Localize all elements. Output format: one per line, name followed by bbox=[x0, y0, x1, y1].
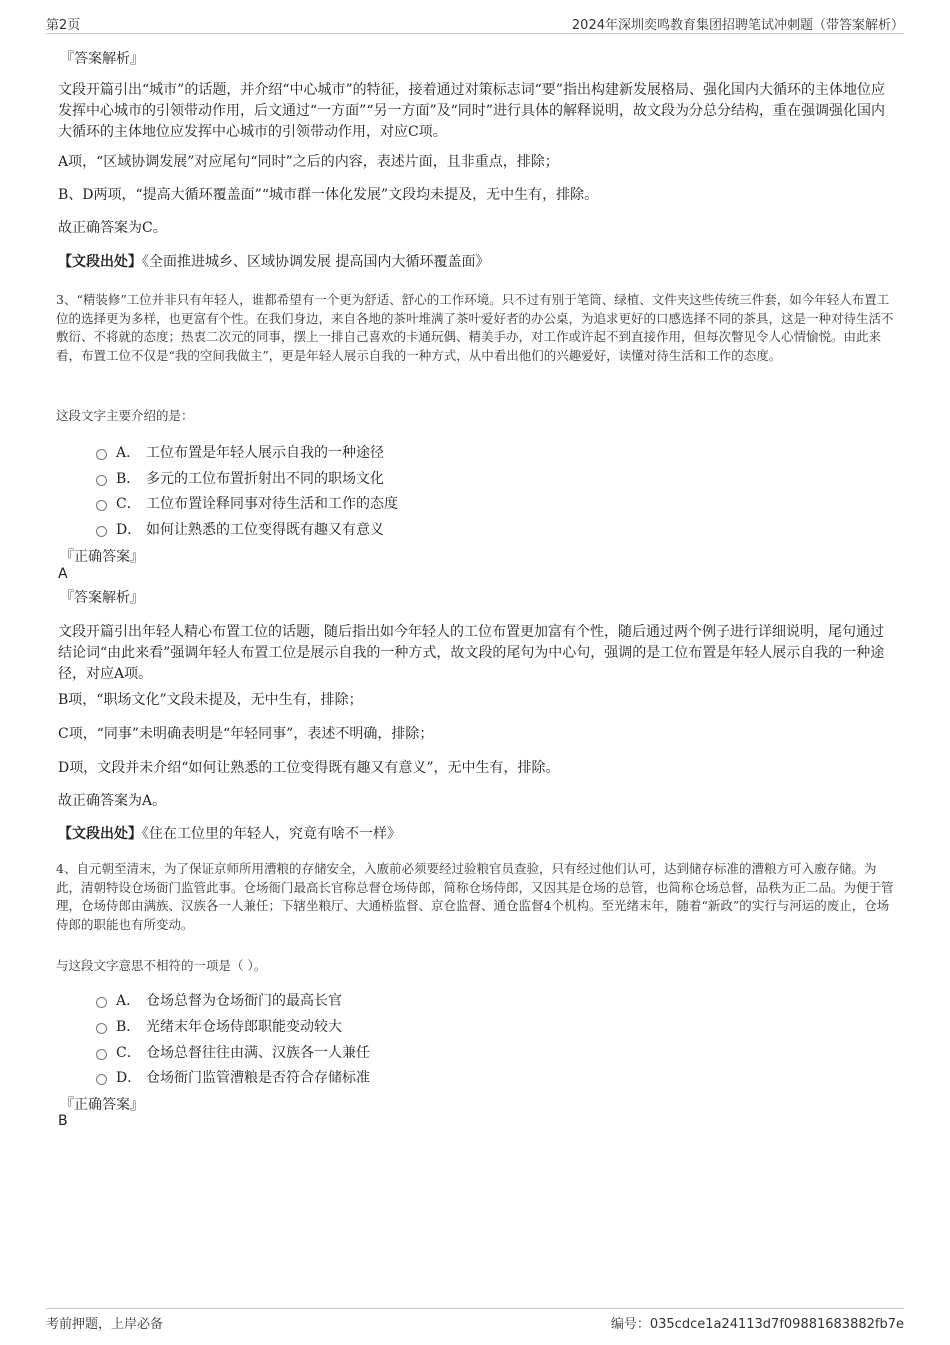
correct-answer-label: 『正确答案』 bbox=[60, 549, 144, 565]
option-text: 工位布置是年轻人展示自我的一种途径 bbox=[146, 445, 384, 461]
option-text: 仓场总督为仓场衙门的最高长官 bbox=[146, 993, 342, 1009]
conclusion: 故正确答案为C。 bbox=[58, 220, 167, 236]
q3-option-c[interactable] bbox=[96, 493, 398, 513]
q4-option-d[interactable] bbox=[96, 1067, 370, 1087]
analysis-text: 文段开篇引出年轻人精心布置工位的话题，随后指出如今年轻人的工位布置更加富有个性，随后通过两个例子进行详细说明，尾句通过结论词“由此来看”强调年轻人布置工位是展示自我的一种方式，故文段的尾句为中心句，强调的是工位布置是年轻人展示自我的一种途径，对应A项。 bbox=[58, 624, 885, 682]
option-text: 工位布置诠释同事对待生活和工作的态度 bbox=[146, 496, 398, 512]
option-text: 仓场总督往往由满、汉族各一人兼任 bbox=[146, 1045, 370, 1061]
question-3-text: 3、“精装修”工位并非只有年轻人，谁都希望有一个更为舒适、舒心的工作环境。只不过有别于笔筒、绿植、文件夹这些传统三件套，如今年轻人布置工位的选择更为多样，也更富有个性。在我们身边，来自各地的茶叶堆满了茶叶爱好者的办公桌，为追求更好的口感选择不同的茶具，这是一种对待生活不敷衍、不将就的态度；热衷二次元的同事，摆上一排自己喜欢的卡通玩偶、精美手办，对工作或许起不到直接作用，但每次瞥见令人心情愉悦。由此来看，布置工位不仅是“我的空间我做主”，更是年轻人展示自我的一种方式，从中看出他们的兴趣爱好，读懂对待生活和工作的态度。 bbox=[56, 292, 894, 363]
option-letter: C． bbox=[116, 1045, 141, 1061]
option-letter: A． bbox=[116, 993, 141, 1009]
analysis-label: 『答案解析』 bbox=[60, 51, 144, 67]
option-letter: D． bbox=[116, 522, 142, 538]
source-line bbox=[58, 252, 888, 273]
radio-icon[interactable] bbox=[96, 1049, 107, 1060]
question-4-text: 4、自元朝至清末，为了保证京师所用漕粮的存储安全，入廒前必须要经过验粮官员查验，只有经过他们认可，达到储存标准的漕粮方可入廒存储。为此，清朝特设仓场衙门监管此事。仓场衙门最高长官称总督仓场侍郎，简称仓场侍郎，又因其是仓场的总管，也简称仓场总督，品秩为正二品。为便于管理，仓场侍郎由满族、汉族各一人兼任；下辖坐粮厅、大通桥监督、京仓监督、通仓监督4个机构。至光绪末年，随着“新政”的实行与河运的废止，仓场侍郎的职能也有所变动。 bbox=[56, 861, 894, 932]
q4-option-c[interactable] bbox=[96, 1042, 370, 1062]
source-label: 【文段出处】 bbox=[58, 826, 142, 842]
option-letter: B． bbox=[116, 1019, 141, 1035]
option-letter: A． bbox=[116, 445, 141, 461]
option-d-note: D项，文段并未介绍“如何让熟悉的工位变得既有趣又有意义”，无中生有，排除。 bbox=[58, 760, 560, 776]
source-label: 【文段出处】 bbox=[58, 254, 142, 270]
question-4-prompt: 与这段文字意思不相符的一项是（ ）。 bbox=[56, 958, 267, 973]
option-text: 如何让熟悉的工位变得既有趣又有意义 bbox=[146, 522, 384, 538]
q4-option-b[interactable] bbox=[96, 1016, 342, 1036]
option-text: 仓场衙门监管漕粮是否符合存储标准 bbox=[146, 1070, 370, 1086]
document-title: 2024年深圳奕鸣教育集团招聘笔试冲刺题（带答案解析） bbox=[571, 18, 904, 33]
correct-answer: B bbox=[58, 1113, 68, 1129]
page-number: 第2页 bbox=[46, 18, 81, 33]
q3-option-a[interactable] bbox=[96, 442, 384, 462]
source-title: 《住在工位里的年轻人，究竟有啥不一样》 bbox=[142, 826, 401, 842]
source-line bbox=[58, 824, 888, 845]
radio-icon[interactable] bbox=[96, 997, 107, 1008]
q4-option-a[interactable] bbox=[96, 990, 342, 1010]
conclusion: 故正确答案为A。 bbox=[58, 793, 167, 809]
analysis-label: 『答案解析』 bbox=[60, 590, 144, 606]
option-b-note: B项，“职场文化”文段未提及，无中生有，排除； bbox=[58, 692, 363, 708]
radio-icon[interactable] bbox=[96, 475, 107, 486]
option-text: 多元的工位布置折射出不同的职场文化 bbox=[146, 471, 384, 487]
document-id: 编号：035cdce1a24113d7f09881683882fb7e bbox=[610, 1317, 904, 1332]
header-divider bbox=[46, 33, 904, 34]
option-letter: D． bbox=[116, 1070, 142, 1086]
option-letter: C． bbox=[116, 496, 141, 512]
source-title: 《全面推进城乡、区域协调发展 提高国内大循环覆盖面》 bbox=[142, 254, 490, 270]
correct-answer: A bbox=[58, 566, 68, 582]
option-a-note: A项，“区域协调发展”对应尾句“同时”之后的内容，表述片面，且非重点，排除； bbox=[58, 154, 559, 170]
footer-divider bbox=[46, 1308, 904, 1309]
q3-option-b[interactable] bbox=[96, 468, 384, 488]
correct-answer-label: 『正确答案』 bbox=[60, 1097, 144, 1113]
question-3-prompt: 这段文字主要介绍的是： bbox=[56, 408, 194, 423]
option-letter: B． bbox=[116, 471, 141, 487]
footer-slogan: 考前押题，上岸必备 bbox=[46, 1317, 164, 1332]
analysis-text: 文段开篇引出“城市”的话题，并介绍“中心城市”的特征，接着通过对策标志词“要”指出构建新发展格局、强化国内大循环的主体地位应发挥中心城市的引领带动作用，后文通过“一方面”“另一方面”及“同时”进行具体的解释说明，故文段为分总分结构，重在强调强化国内大循环的主体地位应发挥中心城市的引领带动作用，对应C项。 bbox=[58, 82, 885, 140]
q3-option-d[interactable] bbox=[96, 519, 384, 539]
option-text: 光绪末年仓场侍郎职能变动较大 bbox=[146, 1019, 342, 1035]
radio-icon[interactable] bbox=[96, 449, 107, 460]
option-c-note: C项，“同事”未明确表明是“年轻同事”，表述不明确，排除； bbox=[58, 726, 434, 742]
radio-icon[interactable] bbox=[96, 526, 107, 537]
option-bd-note: B、D两项，“提高大循环覆盖面”“城市群一体化发展”文段均未提及，无中生有，排除。 bbox=[58, 187, 599, 203]
radio-icon[interactable] bbox=[96, 1074, 107, 1085]
radio-icon[interactable] bbox=[96, 1023, 107, 1034]
radio-icon[interactable] bbox=[96, 500, 107, 511]
